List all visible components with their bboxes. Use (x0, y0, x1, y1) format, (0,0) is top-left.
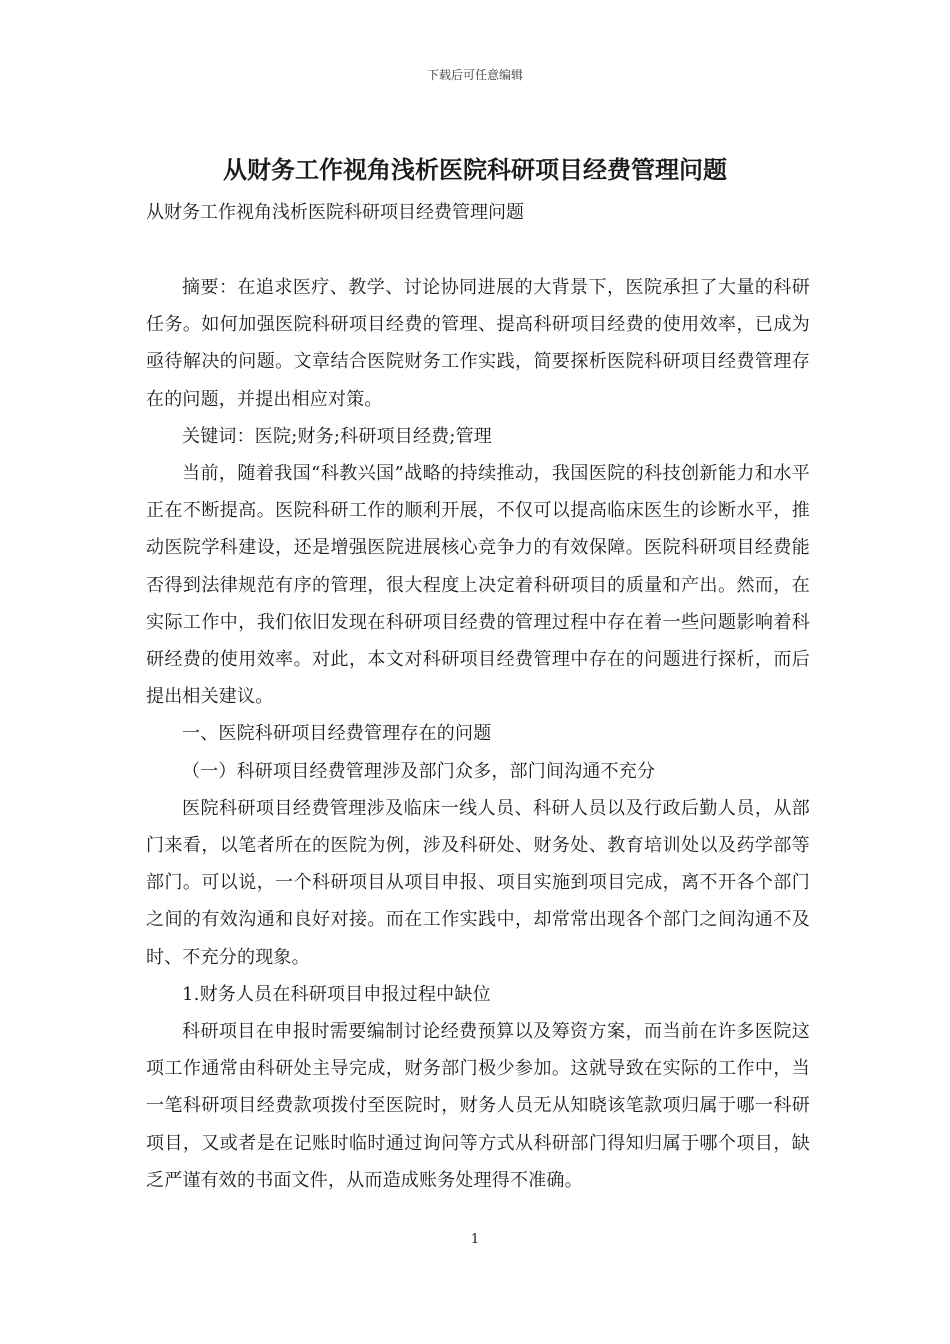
body-paragraph: 科研项目在申报时需要编制讨论经费预算以及筹资方案，而当前在许多医院这项工作通常由科研处主导完成，财务部门极少参加。这就导致在实际的工作中，当一笔科研项目经费款项拨付至医院时，财务人员无从知晓该笔款项归属于哪一科研项目，又或者是在记账时临时通过询问等方式从科研部门得知归属于哪个项目，缺乏严谨有效的书面文件，从而造成账务处理得不准确。 (146, 1021, 810, 1191)
page-number: 1 (470, 1232, 480, 1247)
document-body (146, 269, 810, 1199)
keywords-paragraph: 关键词：医院;财务;科研项目经费;管理 (182, 425, 492, 447)
document-title: 从财务工作视角浅析医院科研项目经费管理问题 (223, 155, 727, 184)
section-heading: 一、医院科研项目经费管理存在的问题 (182, 723, 492, 745)
header-note: 下载后可任意编辑 (426, 68, 523, 82)
body-paragraph: 医院科研项目经费管理涉及临床一线人员、科研人员以及行政后勤人员，从部门来看，以笔者所在的医院为例，涉及科研处、财务处、教育培训处以及药学部等部门。可以说，一个科研项目从项目申报、项目实施到项目完成，离不开各个部门之间的有效沟通和良好对接。而在工作实践中，却常常出现各个部门之间沟通不及时、不充分的现象。 (146, 797, 810, 968)
intro-paragraph: 当前，随着我国“科教兴国”战略的持续推动，我国医院的科技创新能力和水平正在不断提高。医院科研工作的顺利开展，不仅可以提高临床医生的诊断水平，推动医院学科建设，还是增强医院进展核心竞争力的有效保障。医院科研项目经费能否得到法律规范有序的管理，很大程度上决定着科研项目的质量和产出。然而，在实际工作中，我们依旧发现在科研项目经费的管理过程中存在着一些问题影响着科研经费的使用效率。对此，本文对科研项目经费管理中存在的问题进行探析，而后提出相关建议。 (146, 463, 810, 708)
document-subtitle: 从财务工作视角浅析医院科研项目经费管理问题 (146, 202, 524, 223)
subsection-heading: （一）科研项目经费管理涉及部门众多，部门间沟通不充分 (182, 760, 656, 782)
item-heading: 1.财务人员在科研项目申报过程中缺位 (182, 983, 491, 1005)
abstract-paragraph: 摘要：在追求医疗、教学、讨论协同进展的大背景下，医院承担了大量的科研任务。如何加强医院科研项目经费的管理、提高科研项目经费的使用效率，已成为亟待解决的问题。文章结合医院财务工作实践，简要探析医院科研项目经费管理存在的问题，并提出相应对策。 (146, 277, 810, 410)
